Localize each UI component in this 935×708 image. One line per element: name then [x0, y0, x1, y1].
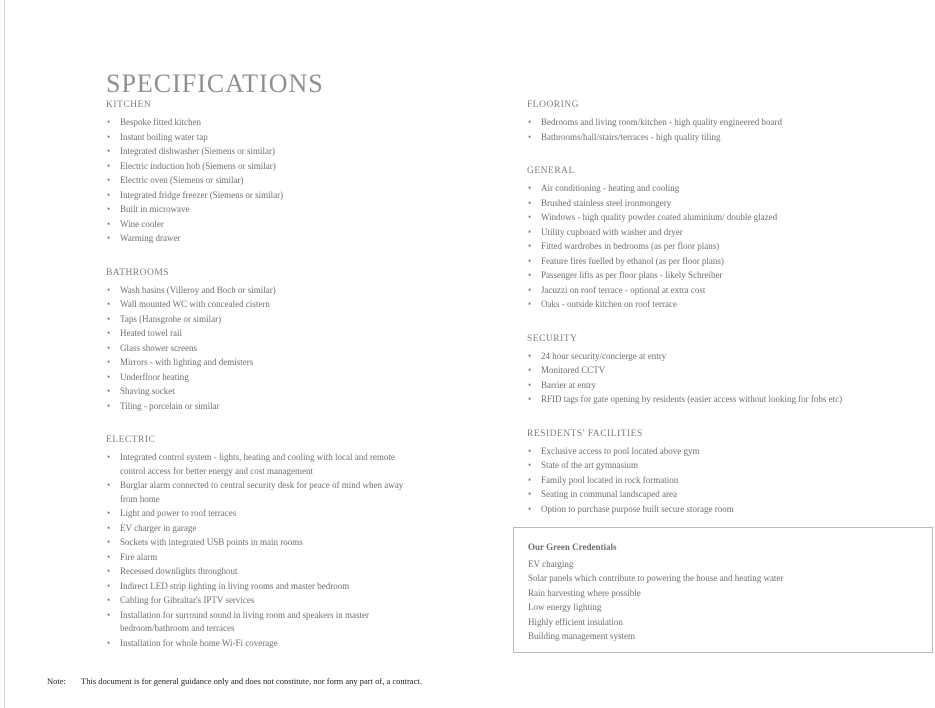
list-item: • Fitted wardrobes in bedrooms (as per floor plans) — [527, 240, 927, 254]
list-item: • Jacuzzi on roof terrace - optional at extra cost — [527, 284, 927, 298]
list-item: • Bespoke fitted kitchen — [106, 116, 416, 130]
list-item: • Bedrooms and living room/kitchen - high quality engineered board — [527, 116, 927, 130]
list-item: Low energy lighting — [528, 602, 602, 613]
list-item: • Monitored CCTV — [527, 364, 927, 378]
list-item: • Brushed stainless steel ironmongery — [527, 197, 927, 211]
list-item: • Feature fires fuelled by ethanol (as per floor plans) — [527, 255, 927, 269]
green-credentials-list — [528, 557, 783, 643]
residents-facilities-list — [527, 445, 927, 517]
list-item: • Light and power to roof terraces — [106, 507, 416, 521]
section-heading: KITCHEN — [106, 100, 152, 110]
section-heading: GENERAL — [527, 166, 575, 176]
list-item: • Underfloor heating — [106, 371, 416, 385]
list-item: Highly efficient insulation — [528, 616, 623, 627]
section-heading: BATHROOMS — [106, 267, 170, 278]
list-item: • Seating in communal landscaped area — [527, 488, 927, 502]
list-item: • Windows - high quality powder coated aluminium/ double glazed — [527, 211, 927, 225]
green-credentials-title: Our Green Credentials — [528, 542, 617, 552]
section-heading: ELECTRIC — [106, 435, 156, 445]
section-general — [527, 165, 927, 312]
list-item: • Bathrooms/hall/stairs/terraces - high quality tiling — [527, 131, 927, 145]
list-item: • Installation for surround sound in living room and speakers in master bedroom/bathroom and terraces — [106, 609, 416, 636]
section-heading: FLOORING — [527, 100, 580, 110]
section-electric — [106, 434, 416, 650]
section-heading: SECURITY — [527, 333, 578, 344]
section-heading: RESIDENTS' FACILITIES — [527, 428, 643, 439]
left-column — [106, 99, 416, 671]
list-item: • RFID tags for gate opening by residents (easier access without looking for fobs etc) — [527, 393, 927, 407]
list-item: • Sockets with integrated USB points in main rooms — [106, 536, 416, 550]
electric-list — [106, 451, 416, 650]
list-item: Rain harvesting where possible — [528, 587, 641, 598]
section-residents-facilities — [527, 428, 927, 517]
list-item: • State of the art gymnasium — [527, 459, 927, 473]
list-item: • Mirrors - with lighting and demisters — [106, 356, 416, 370]
security-list — [527, 350, 927, 407]
general-list — [527, 182, 927, 312]
list-item: • Option to purchase purpose built secure storage room — [527, 503, 927, 517]
list-item: • Oaks - outside kitchen on roof terrace — [527, 298, 927, 312]
list-item: • Family pool located in rock formation — [527, 474, 927, 488]
list-item: • Built in microwave — [106, 203, 416, 217]
section-flooring — [527, 99, 927, 144]
list-item: • Taps (Hansgrohe or similar) — [106, 313, 416, 327]
list-item: • Wall mounted WC with concealed cistern — [106, 298, 416, 312]
list-item: Building management system — [528, 631, 635, 642]
list-item: • Fire alarm — [106, 551, 416, 565]
list-item: • Heated towel rail — [106, 327, 416, 341]
section-security — [527, 333, 927, 407]
list-item: • Utility cupboard with washer and dryer — [527, 226, 927, 240]
list-item: • Glass shower screens — [106, 342, 416, 356]
list-item: • Recessed downlights throughout — [106, 565, 416, 579]
list-item: • Indirect LED strip lighting in living rooms and master bedroom — [106, 580, 416, 594]
section-bathrooms — [106, 267, 416, 414]
list-item: • Electric oven (Siemens or similar) — [106, 174, 416, 188]
list-item: • Air conditioning - heating and cooling — [527, 182, 927, 196]
right-column — [527, 99, 927, 537]
flooring-list — [527, 116, 927, 144]
note-label: Note: — [47, 676, 66, 686]
list-item: • Barrier at entry — [527, 379, 927, 393]
section-kitchen — [106, 99, 416, 246]
list-item: • Shaving socket — [106, 385, 416, 399]
list-item: • Exclusive access to pool located above gym — [527, 445, 927, 459]
list-item: • Electric induction hob (Siemens or similar) — [106, 160, 416, 174]
list-item: • Integrated dishwasher (Siemens or similar) — [106, 145, 416, 159]
bathrooms-list — [106, 284, 416, 414]
list-item: • Wash basins (Villeroy and Boch or similar) — [106, 284, 416, 298]
list-item: • Wine cooler — [106, 218, 416, 232]
list-item: Solar panels which contribute to powering the house and heating water — [528, 573, 784, 584]
list-item: • Cabling for Gibraltar's IPTV services — [106, 594, 416, 608]
page-title: SPECIFICATIONS — [106, 69, 324, 99]
green-credentials-box — [513, 527, 933, 653]
list-item: • Installation for whole home Wi-Fi coverage — [106, 637, 416, 651]
list-item: • Passenger lifts as per floor plans - likely Schreiber — [527, 269, 927, 283]
list-item: • EV charger in garage — [106, 522, 416, 536]
note-text: This document is for general guidance only and does not constitute, nor form any part of, a contract. — [81, 676, 422, 686]
disclaimer-note — [47, 676, 422, 686]
list-item: • Instant boiling water tap — [106, 131, 416, 145]
list-item: • Integrated control system - lights, heating and cooling with local and remote control access for better energy and cost management — [106, 451, 416, 478]
page-edge-line — [4, 0, 5, 708]
list-item: EV charging — [528, 559, 574, 569]
list-item: • Warming drawer — [106, 232, 416, 246]
list-item: • Burglar alarm connected to central security desk for peace of mind when away from home — [106, 479, 416, 506]
list-item: • 24 hour security/concierge at entry — [527, 350, 927, 364]
kitchen-list — [106, 116, 416, 246]
list-item: • Tiling - porcelain or similar — [106, 400, 416, 414]
list-item: • Integrated fridge freezer (Siemens or similar) — [106, 189, 416, 203]
